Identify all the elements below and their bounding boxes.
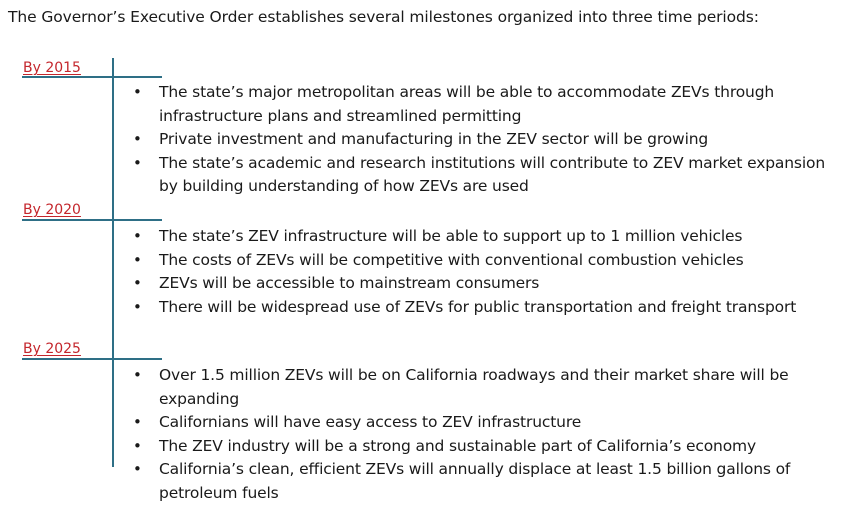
list-item: • California’s clean, efficient ZEVs will annually displace at least 1.5 billion gallons of petroleum fuels xyxy=(128,458,843,505)
intro-text: The Governor’s Executive Order establishes several milestones organized into three time periods: xyxy=(8,8,759,26)
list-item: • The ZEV industry will be a strong and sustainable part of California’s economy xyxy=(128,435,843,459)
period-label-2020: By 2020 xyxy=(23,202,81,218)
milestone-list-2015 xyxy=(128,81,843,199)
list-item: • The costs of ZEVs will be competitive with conventional combustion vehicles xyxy=(128,249,843,273)
period-label-2015: By 2015 xyxy=(23,60,81,76)
list-item: • Private investment and manufacturing in the ZEV sector will be growing xyxy=(128,128,843,152)
list-item: • Californians will have easy access to ZEV infrastructure xyxy=(128,411,843,435)
timeline-vertical-line xyxy=(112,58,114,467)
list-item: • The state’s major metropolitan areas will be able to accommodate ZEVs through infrastructure plans and streamlined permitting xyxy=(128,81,843,128)
timeline-marker-2020 xyxy=(22,219,162,221)
timeline-marker-2015 xyxy=(22,76,162,78)
list-item: • The state’s academic and research institutions will contribute to ZEV market expansion by building understanding of how ZEVs are used xyxy=(128,152,843,199)
milestone-list-2020 xyxy=(128,225,843,319)
milestone-list-2025 xyxy=(128,364,843,505)
list-item: • There will be widespread use of ZEVs for public transportation and freight transport xyxy=(128,296,843,320)
timeline-marker-2025 xyxy=(22,358,162,360)
list-item: • ZEVs will be accessible to mainstream consumers xyxy=(128,272,843,296)
list-item: • Over 1.5 million ZEVs will be on California roadways and their market share will be expanding xyxy=(128,364,843,411)
period-label-2025: By 2025 xyxy=(23,341,81,357)
list-item: • The state’s ZEV infrastructure will be able to support up to 1 million vehicles xyxy=(128,225,843,249)
